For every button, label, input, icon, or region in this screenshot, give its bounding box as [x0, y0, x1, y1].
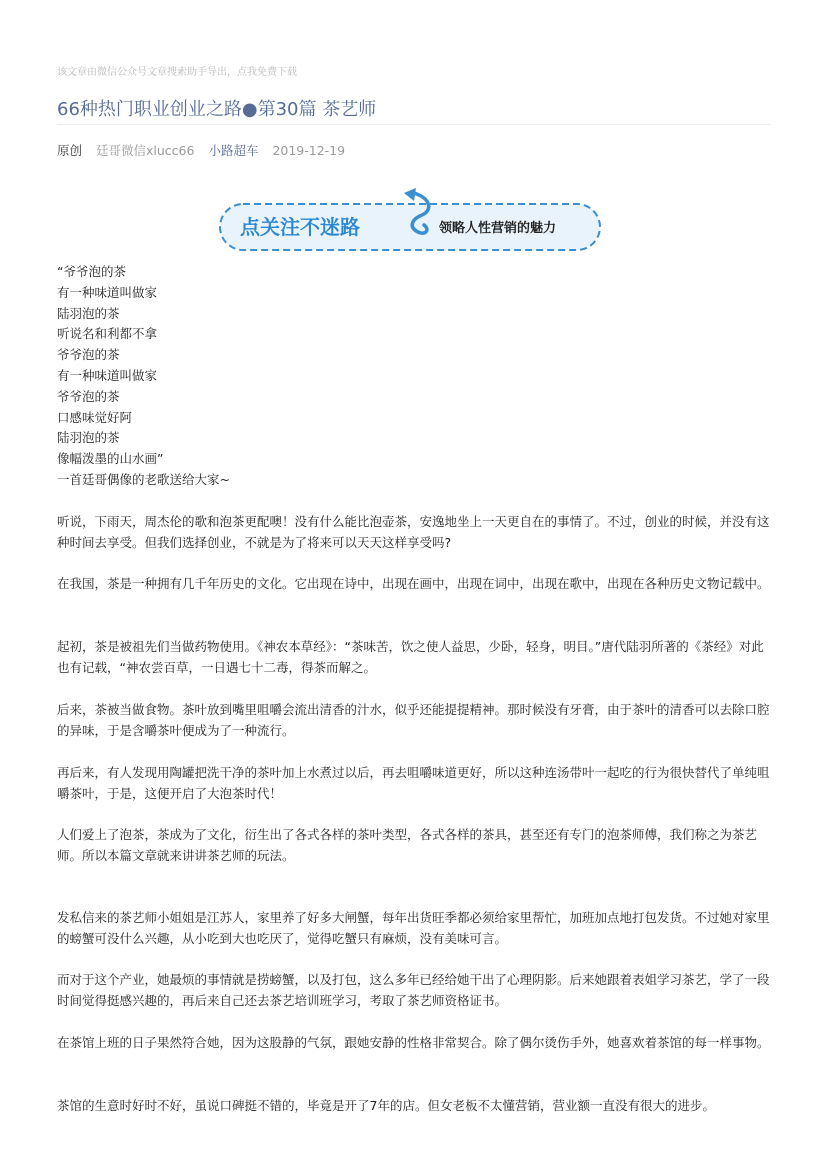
- paragraph: 发私信来的茶艺师小姐姐是江苏人，家里养了好多大闸蟹，每年出货旺季都必须给家里帮忙，加班加点地打包发货。不过她对家里的螃蟹可没什么兴趣，从小吃到大也吃厌了，觉得吃蟹只有麻烦，没有美味可言。: [57, 910, 770, 946]
- article-title: 66种热门职业创业之路●第30篇 茶艺师: [57, 99, 377, 120]
- banner-main-text: 点关注不迷路: [240, 215, 360, 239]
- paragraph: 茶馆的生意时好时不好，虽说口碑挺不错的，毕竟是开了7年的店。但女老板不太懂营销，营业额一直没有很大的进步。: [57, 1098, 715, 1113]
- poem-line: 陆羽泡的茶: [57, 430, 120, 446]
- paragraph: 人们爱上了泡茶，茶成为了文化，衍生出了各式各样的茶叶类型，各式各样的茶具，甚至还有专门的泡茶师傅，我们称之为茶艺师。所以本篇文章就来讲讲茶艺师的玩法。: [57, 827, 758, 863]
- paragraph: 在茶馆上班的日子果然符合她，因为这股静的气氛，跟她安静的性格非常契合。除了偶尔烫伤手外，她喜欢着茶馆的每一样事物。: [57, 1035, 770, 1050]
- export-note-link[interactable]: 该文章由微信公众号文章搜索助手导出，点我免费下载: [57, 67, 297, 78]
- paragraph: 听说，下雨天，周杰伦的歌和泡茶更配噢！没有什么能比泡壶茶，安逸地坐上一天更自在的事情了。不过，创业的时候，并没有这种时间去享受。但我们选择创业，不就是为了将来可以天天这样享受吗?: [57, 514, 770, 550]
- banner-sub-text: 领略人性营销的魅力: [439, 221, 557, 236]
- poem-block: [57, 262, 230, 491]
- poem-dedication: 一首廷哥偶像的老歌送给大家~: [57, 471, 230, 487]
- poem-line: 口感味觉好阿: [57, 409, 133, 425]
- paragraph: 在我国，茶是一种拥有几千年历史的文化。它出现在诗中，出现在画中，出现在词中，出现在歌中，出现在各种历史文物记载中。: [57, 576, 770, 591]
- poem-line: 陆羽泡的茶: [57, 305, 120, 321]
- paragraph: 后来，茶被当做食物。茶叶放到嘴里咀嚼会流出清香的汁水，似乎还能提提精神。那时候没有牙膏，由于茶叶的清香可以去除口腔的异味，于是含嚼茶叶便成为了一种流行。: [57, 702, 770, 738]
- poem-line: 有一种味道叫做家: [57, 367, 158, 383]
- poem-line: 听说名和利都不拿: [57, 326, 158, 342]
- poem-line: 像幅泼墨的山水画”: [57, 451, 164, 467]
- article-meta: [57, 141, 355, 159]
- poem-line: 爷爷泡的茶: [57, 347, 120, 363]
- poem-line: 有一种味道叫做家: [57, 284, 158, 300]
- author-name: 廷哥微信xlucc66: [96, 143, 195, 158]
- poem-line: 爷爷泡的茶: [57, 388, 120, 404]
- paragraph: 起初，茶是被祖先们当做药物使用。《神农本草经》：“茶味苦，饮之使人益思，少卧，轻身，明目。”唐代陆羽所著的《茶经》对此也有记载，“神农尝百草，一日遇七十二毒，得茶而解之。: [57, 639, 764, 675]
- publish-date: 2019-12-19: [272, 143, 346, 158]
- account-link[interactable]: 小路超车: [208, 143, 259, 158]
- poem-line: “爷爷泡的茶: [57, 264, 126, 279]
- original-tag: 原创: [57, 143, 83, 158]
- title-divider: [57, 124, 770, 125]
- follow-banner[interactable]: [218, 187, 604, 253]
- paragraph: 而对于这个产业，她最烦的事情就是捞螃蟹，以及打包，这么多年已经给她干出了心理阴影。后来她跟着表姐学习茶艺，学了一段时间觉得挺感兴趣的，再后来自己还去茶艺培训班学习，考取了茶艺师资格证书。: [57, 972, 770, 1008]
- paragraph: 再后来，有人发现用陶罐把洗干净的茶叶加上水煮过以后，再去咀嚼味道更好，所以这种连汤带叶一起吃的行为很快替代了单纯咀嚼茶叶，于是，这便开启了大泡茶时代！: [57, 765, 770, 801]
